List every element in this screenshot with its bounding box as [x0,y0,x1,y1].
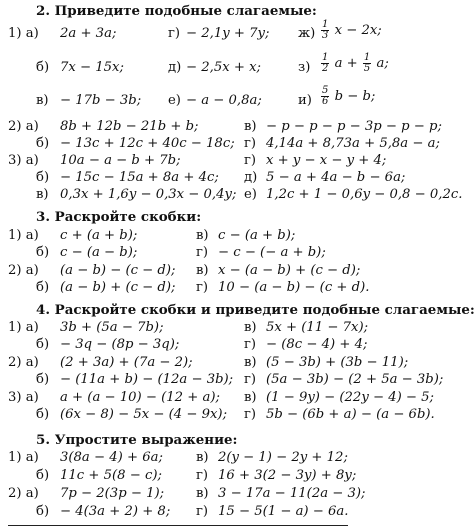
item-letter: а) [25,26,39,41]
section-5-title: 5. Упростите выражение: [36,432,238,448]
section-2-title: 2. Приведите подобные слагаемые: [36,3,317,19]
item-letter: в) [244,119,257,134]
row-2-2 [8,119,39,135]
item-letter: б) [36,468,50,483]
expr-5-2-v: 3 − 17a − 11(2a − 3); [218,486,366,501]
item-letter: в) [196,228,209,243]
item-letter: и) [298,93,312,108]
bottom-rule [8,525,348,526]
item-number: 2) [8,119,22,134]
item-letter: б) [36,280,50,295]
expr-5-2-g: 15 − 5(1 − a) − 6a. [218,504,349,519]
expr-2-2-g: 4,14a + 8,73a + 5,8a − a; [266,136,440,151]
item-letter: ж) [298,26,316,41]
item-letter: б) [36,60,50,75]
item-letter: е) [244,187,257,202]
item-letter: в) [36,93,49,108]
item-letter: а) [25,486,39,501]
row-2-3 [8,153,39,169]
item-letter: в) [196,263,209,278]
item-number: 2) [8,355,22,370]
expr-4-2-a: (2 + 3a) + (7a − 2); [60,355,193,370]
item-letter: б) [36,170,50,185]
expr-2-3-v: 0,3x + 1,6y − 0,3x − 0,4y; [60,187,237,202]
item-number: 3) [8,390,22,405]
expr-4-3-b: (6x − 8) − 5x − (4 − 9x); [60,407,228,422]
expr-4-2-b: − (11a + b) − (12a − 3b); [60,372,234,387]
item-letter: а) [25,390,39,405]
expr-5-2-a: 7p − 2(3p − 1); [60,486,165,501]
expr-3-2-a: (a − b) − (c − d); [60,263,176,278]
row-4-3 [8,390,39,406]
item-letter: б) [36,337,50,352]
expr-4-3-a: a + (a − 10) − (12 + a); [60,390,220,405]
item-letter: г) [244,337,257,352]
expr-2-2-b: − 13c + 12c + 40c − 18c; [60,136,235,151]
row-3-2 [8,263,39,279]
item-letter: в) [196,450,209,465]
row-3-1 [8,228,39,244]
expr-4-1-g: − (8c − 4) + 4; [266,337,368,352]
expr-2-3-d: 5 − a + 4a − b − 6a; [266,170,406,185]
expr-2-1-a: 2a + 3a; [60,26,117,41]
expr-3-2-v: x − (a − b) + (c − d); [218,263,361,278]
item-number: 1) [8,450,22,465]
item-letter: г) [244,372,257,387]
expr-2-1-z: $\frac{1}{2}$ a + $\frac{1}{5}$ a; [322,52,389,74]
item-letter: б) [36,136,50,151]
item-letter: а) [25,263,39,278]
row-5-1 [8,450,39,466]
item-letter: а) [25,119,39,134]
item-letter: б) [36,372,50,387]
item-number: 1) [8,320,22,335]
expr-5-1-b: 11c + 5(8 − c); [60,468,162,483]
item-number: 1) [8,228,22,243]
expr-4-1-b: − 3q − (8p − 3q); [60,337,180,352]
item-letter: б) [36,504,50,519]
fraction: $\frac{1}{5}$ [363,52,371,74]
expr-3-1-v: c − (a + b); [218,228,296,243]
expr-4-1-a: 3b + (5a − 7b); [60,320,164,335]
item-letter: а) [25,320,39,335]
item-letter: а) [25,153,39,168]
expr-2-1-g: − 2,1y + 7y; [186,26,270,41]
expr-2-2-a: 8b + 12b − 21b + b; [60,119,199,134]
expr-2-1-i: $\frac{5}{6}$ b − b; [322,85,376,107]
expr-3-1-b: c − (a − b); [60,245,138,260]
expr-4-3-v: (1 − 9y) − (22y − 4) − 5; [266,390,434,405]
item-letter: в) [36,187,49,202]
item-letter: в) [244,320,257,335]
item-letter: д) [244,170,258,185]
expr-2-2-v: − p − p − p − 3p − p − p; [266,119,442,134]
expr-2-3-g: x + y − x − y + 4; [266,153,387,168]
expr-3-1-a: c + (a + b); [60,228,138,243]
section-3-title: 3. Раскройте скобки: [36,209,202,225]
expr-4-3-g: 5b − (6b + a) − (a − 6b). [266,407,435,422]
expr-2-3-e: 1,2c + 1 − 0,6y − 0,8 − 0,2c. [266,187,463,202]
row-4-1 [8,320,39,336]
item-letter: а) [25,228,39,243]
expr-2-1-b: 7x − 15x; [60,60,124,75]
expr-2-3-a: 10a − a − b + 7b; [60,153,181,168]
item-letter: г) [244,136,257,151]
expr-4-2-v: (5 − 3b) + (3b − 11); [266,355,409,370]
row-2-1 [8,26,39,42]
fraction: $\frac{5}{6}$ [322,85,329,107]
item-letter: г) [244,153,257,168]
item-number: 3) [8,153,22,168]
item-letter: б) [36,245,50,260]
fraction: $\frac{1}{2}$ [322,52,329,74]
item-letter: г) [196,468,209,483]
section-4-title: 4. Раскройте скобки и приведите подобные слагаемые: [36,302,475,318]
item-number: 2) [8,263,22,278]
expr-2-1-zh: $\frac{1}{3}$ x − 2x; [322,19,382,41]
expr-5-2-b: − 4(3a + 2) + 8; [60,504,171,519]
item-letter: г) [244,407,257,422]
row-5-2 [8,486,39,502]
expr-3-1-g: − c − (− a + b); [218,245,326,260]
item-letter: з) [298,60,311,75]
item-letter: б) [36,407,50,422]
item-letter: г) [196,245,209,260]
item-letter: в) [244,390,257,405]
item-letter: е) [168,93,181,108]
expr-4-1-v: 5x + (11 − 7x); [266,320,369,335]
item-letter: в) [196,486,209,501]
expr-4-2-g: (5a − 3b) − (2 + 5a − 3b); [266,372,444,387]
expr-5-1-v: 2(y − 1) − 2y + 12; [218,450,348,465]
expr-2-1-e: − a − 0,8a; [186,93,262,108]
expr-5-1-a: 3(8a − 4) + 6a; [60,450,163,465]
expr-3-2-b: (a − b) + (c − d); [60,280,176,295]
item-letter: в) [244,355,257,370]
row-4-2 [8,355,39,371]
expr-2-1-v: − 17b − 3b; [60,93,142,108]
fraction: $\frac{1}{3}$ [322,19,329,41]
expr-3-2-g: 10 − (a − b) − (c + d). [218,280,370,295]
item-letter: а) [25,355,39,370]
item-letter: г) [168,26,181,41]
item-letter: г) [196,504,209,519]
item-number: 2) [8,486,22,501]
item-letter: г) [196,280,209,295]
item-number: 1) [8,26,22,41]
item-letter: д) [168,60,182,75]
item-letter: а) [25,450,39,465]
expr-2-3-b: − 15c − 15a + 8a + 4c; [60,170,219,185]
expr-5-1-g: 16 + 3(2 − 3y) + 8y; [218,468,357,483]
expr-2-1-d: − 2,5x + x; [186,60,261,75]
